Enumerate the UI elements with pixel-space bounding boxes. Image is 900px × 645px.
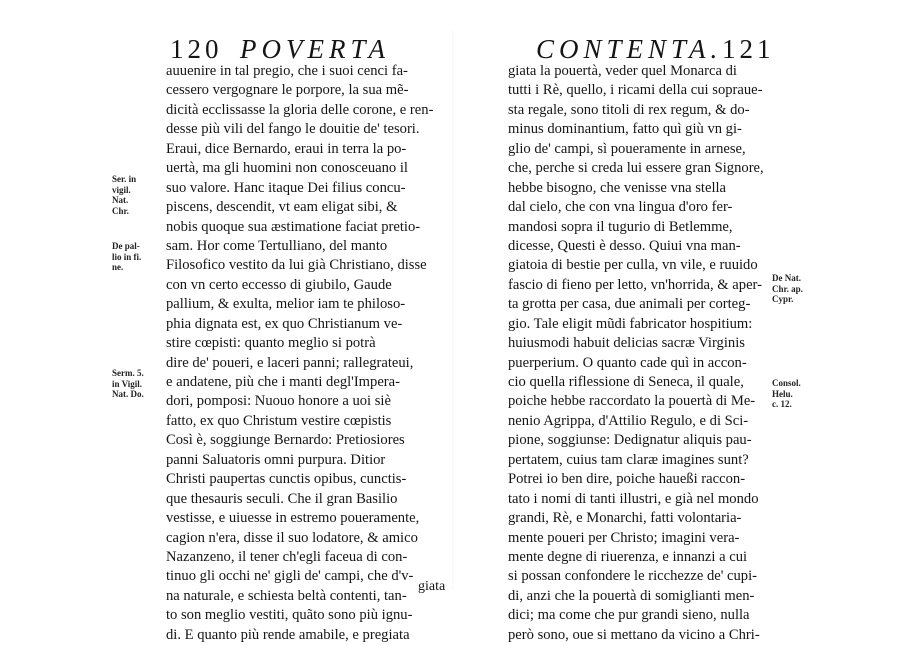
text-line: panni Saluatoris omni purpura. Ditior [166, 451, 386, 468]
text-line: stire cœpisti: quanto meglio si potrà [166, 335, 376, 352]
text-line: piscens, descendit, vt eam eligat sibi, & [166, 199, 398, 216]
text-line: che, perche si creda lui essere gran Signore, [508, 160, 764, 177]
margin-note-line: ne. [112, 262, 124, 272]
margin-note-line: Serm. 5. [112, 368, 144, 378]
margin-note-line: Helu. [772, 388, 793, 399]
right-page-number: 121 [722, 34, 775, 64]
text-line: nenio Agrippa, d'Attilio Regulo, e di Sci- [508, 412, 749, 429]
text-line: dicità ecclissasse la gloria delle corone, e ren- [166, 101, 434, 118]
margin-note-line: Ser. in [112, 174, 137, 184]
text-line: dire de' poueri, e laceri panni; rallegrateui, [166, 354, 414, 371]
left-running-head [112, 34, 442, 64]
margin-note-line: Chr. ap. [772, 283, 803, 294]
text-line: to son meglio vestiti, quãto sono più ignu- [166, 607, 413, 624]
text-line: dicesse, Questi è desso. Quiui vna man- [508, 237, 741, 254]
text-line: Potrei io ben dire, poiche haueßi raccon- [508, 471, 746, 488]
text-line: Eraui, dice Bernardo, eraui in terra la po- [166, 140, 407, 157]
text-line: e andatene, più che i manti degl'Impera- [166, 374, 400, 390]
text-line: dici; ma come che pur grandi sieno, nulla [508, 607, 750, 624]
text-line: pione, soggiunse: Dedignatur aliquis pau- [508, 432, 752, 449]
left-catchword: giata [418, 579, 446, 594]
text-line: di. E quanto più rende amabile, e pregiata [166, 626, 410, 643]
text-line: cessero vergognare le porpore, la sua mẽ- [166, 82, 409, 99]
text-line: mandosi sopra il tugurio di Betlemme, [508, 218, 733, 235]
margin-note-line: c. 12. [772, 399, 792, 409]
text-line: gio. Tale eligit mũdi fabricator hospitium: [508, 315, 753, 332]
text-line: na naturale, e schiesta beltà contenti, tan- [166, 587, 407, 604]
text-line: tutti i Rè, quello, i ricami della cui sopraue- [508, 82, 763, 99]
left-running-title: POVERTA [240, 34, 390, 64]
text-line: minus dominantium, fatto quì giù vn gi- [508, 121, 742, 138]
right-margin-note-2 [772, 378, 801, 410]
text-line: però sono, oue si mettano da vicino a Chri- [508, 626, 760, 643]
margin-note-line: in Vigil. [112, 378, 143, 389]
margin-note-line: vigil. [112, 184, 131, 195]
right-margin-note-1 [772, 273, 803, 305]
margin-note-line: Nat. [112, 195, 129, 205]
left-page-number: 120 [170, 34, 223, 64]
text-line: tato i nomi di tanti illustri, e già nel mondo [508, 490, 759, 507]
left-page [112, 0, 446, 643]
text-line: Così è, soggiunge Bernardo: Pretiosiores [166, 432, 405, 449]
text-line: cio quella riflessione di Seneca, il quale, [508, 374, 744, 390]
margin-note-line: Consol. [772, 378, 801, 388]
right-running-head [468, 34, 808, 64]
text-line: vestisse, e uiuesse in estremo poueramente, [166, 510, 420, 527]
text-line: grandi, Rè, e Monarchi, fatti volontaria- [508, 510, 742, 527]
text-line: phia dignata est, ex quo Christianum ve- [166, 315, 403, 332]
text-line: Christi paupertas cunctis opibus, cunctis- [166, 471, 407, 488]
text-line: Nazanzeno, il tener ch'egli faceua di con- [166, 548, 408, 565]
text-line: puerperium. O quanto cade quì in accon- [508, 354, 747, 371]
text-line: sta regale, sono titoli di rex regum, & do- [508, 101, 750, 118]
text-line: desse più vili del fango le douitie de' tesori. [166, 121, 420, 138]
text-line: mente poueri per Christo; imagini vera- [508, 529, 740, 546]
text-line: giatoia di bestie per culla, vn vile, e ruuido [508, 257, 758, 274]
text-line: con vn certo eccesso di giubilo, Gaude [166, 276, 392, 293]
text-line: dal cielo, che con vna lingua d'oro fer- [508, 199, 733, 216]
text-line: cagion n'era, disse il suo lodatore, & amico [166, 529, 418, 546]
text-line: si possan confondere le ricchezze de' cupi- [508, 568, 757, 585]
margin-note-line: De pal- [112, 241, 140, 251]
text-line: tinuo gli occhi ne' gigli de' campi, che d'v- [166, 568, 414, 585]
text-line: pallium, & exulta, melior iam te philoso- [166, 296, 406, 313]
margin-note-line: Cypr. [772, 294, 794, 304]
text-line: Filosofico vestito da lui già Christiano, disse [166, 257, 427, 274]
text-line: glio de' campi, sì poueramente in arnese, [508, 140, 746, 157]
margin-note-line: Nat. Do. [112, 389, 144, 399]
left-body-text [166, 62, 433, 645]
right-running-title: CONTENTA. [536, 34, 723, 64]
text-line: dori, pomposi: Nuouo honore a uoi siè [166, 393, 391, 410]
margin-note-line: lio in fi. [112, 251, 142, 262]
left-margin-note-1 [112, 174, 136, 216]
text-line: fatto, ex quo Christum vestire cœpistis [166, 412, 392, 429]
text-line: uertà, ma gli huomini non conosceuano il [166, 160, 408, 177]
text-line: giata la pouertà, veder quel Monarca di [508, 63, 737, 79]
margin-note-line: Chr. [112, 205, 129, 216]
right-page [468, 0, 808, 643]
text-line: huiusmodi habuit delicias sacræ Virginis [508, 335, 745, 352]
text-line: que thesauris seculi. Che il gran Basilio [166, 490, 398, 507]
text-line: sam. Hor come Tertulliano, del manto [166, 237, 388, 254]
text-line: ta grotta per casa, due animali per corteg- [508, 296, 751, 313]
text-line: mente degne di riuerenza, e innanzi a cui [508, 548, 748, 565]
text-line: di, anzi che la pouertà di somiglianti men- [508, 587, 755, 604]
text-line: pertatem, cuius tam claræ imagines sunt? [508, 451, 749, 468]
text-line: poiche hebbe raccordato la pouertà di Me- [508, 393, 756, 410]
text-line: fascio di fieno per letto, vn'horrida, & aper- [508, 276, 762, 293]
margin-note-line: De Nat. [772, 273, 801, 283]
book-gutter [452, 30, 454, 590]
text-line: auuenire in tal pregio, che i suoi cenci fa- [166, 63, 408, 79]
text-line: hebbe bisogno, che venisse vna stella [508, 179, 727, 196]
right-body-text [508, 62, 764, 645]
left-margin-note-2 [112, 241, 141, 273]
left-margin-note-3 [112, 368, 144, 400]
text-line: suo valore. Hanc itaque Dei filius concu- [166, 179, 406, 196]
text-line: nobis quoque sua æstimatione faciat pretio- [166, 218, 421, 235]
